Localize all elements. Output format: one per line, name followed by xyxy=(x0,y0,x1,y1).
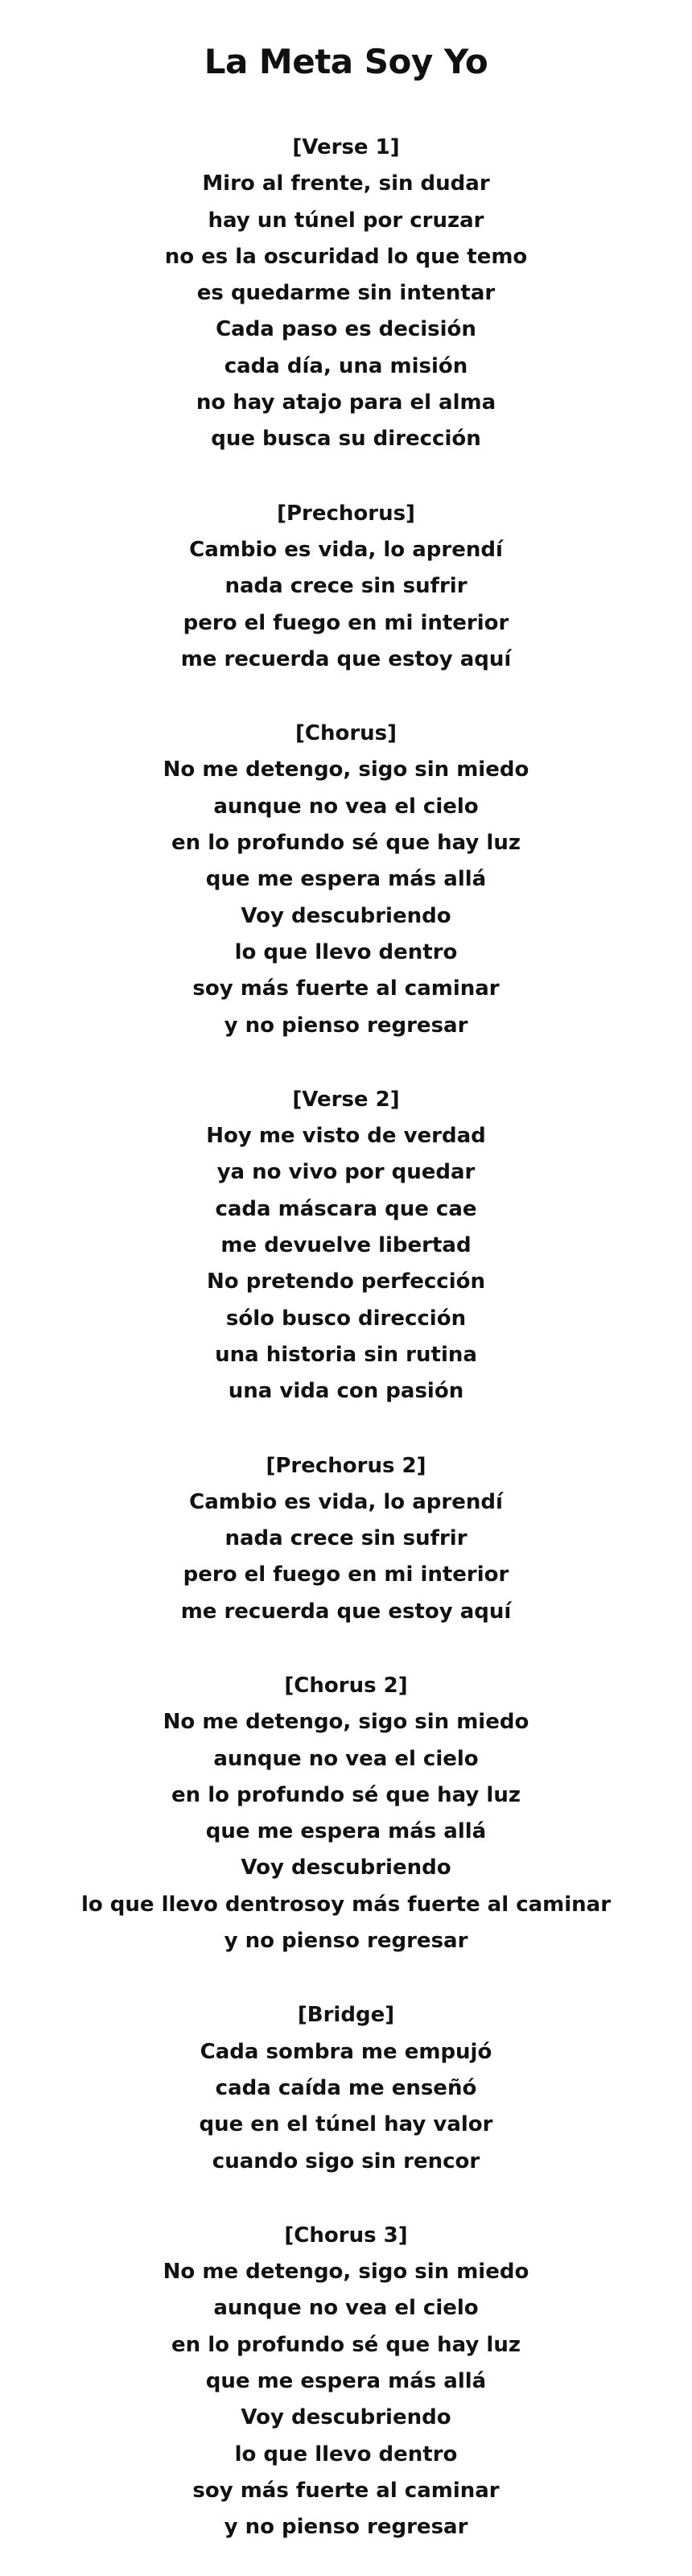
section-label: [Prechorus 2] xyxy=(266,1453,426,1478)
lyric-line: y no pienso regresar xyxy=(224,2515,468,2540)
lyric-line: que en el túnel hay valor xyxy=(199,2112,493,2137)
lyric-line: en lo profundo sé que hay luz xyxy=(171,831,521,856)
lyric-line: nada crece sin sufrir xyxy=(224,1526,468,1551)
lyric-line: me recuerda que estoy aquí xyxy=(180,646,512,671)
lyric-line: en lo profundo sé que hay luz xyxy=(171,1782,521,1807)
lyric-line: pero el fuego en mi interior xyxy=(183,1563,509,1587)
lyric-line: en lo profundo sé que hay luz xyxy=(171,2332,521,2357)
lyrics-section xyxy=(0,1668,692,1959)
lyric-line: hay un túnel por cruzar xyxy=(208,208,484,233)
lyric-line: soy más fuerte al caminar xyxy=(192,976,500,1001)
section-label: [Chorus 3] xyxy=(284,2223,408,2248)
lyric-line: No me detengo, sigo sin miedo xyxy=(163,2260,529,2285)
lyric-line: cada día, una misión xyxy=(224,353,468,378)
lyric-line: cada caída me enseñó xyxy=(215,2075,477,2100)
lyric-line: y no pienso regresar xyxy=(224,1929,468,1954)
lyric-line: Cada sombra me empujó xyxy=(200,2039,492,2064)
lyric-line: Hoy me visto de verdad xyxy=(206,1124,486,1149)
lyrics-section xyxy=(0,2218,692,2546)
lyric-line: Voy descubriendo xyxy=(241,903,451,928)
lyric-line: una vida con pasión xyxy=(228,1379,464,1404)
lyrics-body xyxy=(0,130,692,2546)
lyric-line: que me espera más allá xyxy=(205,1819,487,1844)
section-label: [Verse 2] xyxy=(292,1087,400,1112)
lyric-line: Voy descubriendo xyxy=(241,1856,451,1880)
lyric-line: aunque no vea el cielo xyxy=(213,794,479,819)
lyric-line: aunque no vea el cielo xyxy=(213,1746,479,1771)
lyric-line: lo que llevo dentrosoy más fuerte al caminar xyxy=(80,1892,612,1917)
lyric-line: cuando sigo sin rencor xyxy=(212,2149,480,2174)
lyrics-section xyxy=(0,1997,692,2179)
lyric-line: que busca su dirección xyxy=(211,427,481,452)
section-label: [Verse 1] xyxy=(292,135,400,159)
lyrics-section xyxy=(0,716,692,1044)
lyric-line: Cambio es vida, lo aprendí xyxy=(189,537,503,562)
lyric-line: No me detengo, sigo sin miedo xyxy=(163,758,529,782)
lyric-line: ya no vivo por quedar xyxy=(216,1160,476,1185)
lyric-line: Voy descubriendo xyxy=(241,2405,451,2430)
lyric-line: pero el fuego en mi interior xyxy=(183,610,509,635)
lyric-line: me recuerda que estoy aquí xyxy=(180,1599,512,1624)
section-label: [Bridge] xyxy=(297,2003,395,2028)
lyric-line: no hay atajo para el alma xyxy=(196,390,496,415)
section-label: [Prechorus] xyxy=(277,501,415,526)
lyric-line: No me detengo, sigo sin miedo xyxy=(163,1710,529,1735)
lyric-line: lo que llevo dentro xyxy=(234,2442,458,2467)
lyric-line: nada crece sin sufrir xyxy=(224,574,468,599)
lyric-line: Cada paso es decisión xyxy=(216,317,476,342)
lyric-line: no es la oscuridad lo que temo xyxy=(164,244,528,269)
lyrics-section xyxy=(0,1448,692,1630)
lyric-line: que me espera más allá xyxy=(205,867,487,892)
lyric-line: No pretendo perfección xyxy=(207,1269,485,1294)
lyric-line: cada máscara que cae xyxy=(215,1196,477,1221)
section-label: [Chorus] xyxy=(295,721,397,746)
section-label: [Chorus 2] xyxy=(284,1673,408,1698)
lyric-line: es quedarme sin intentar xyxy=(196,281,496,306)
lyric-line: soy más fuerte al caminar xyxy=(192,2478,500,2503)
lyric-line: y no pienso regresar xyxy=(224,1013,468,1038)
lyric-line: Miro al frente, sin dudar xyxy=(202,171,490,196)
song-title: La Meta Soy Yo xyxy=(204,42,488,81)
lyric-line: Cambio es vida, lo aprendí xyxy=(189,1489,503,1514)
lyric-line: aunque no vea el cielo xyxy=(213,2296,479,2321)
lyrics-section xyxy=(0,130,692,458)
lyric-line: que me espera más allá xyxy=(205,2369,487,2394)
lyrics-section xyxy=(0,1082,692,1410)
lyrics-section xyxy=(0,496,692,678)
lyric-line: lo que llevo dentro xyxy=(234,939,458,964)
lyric-line: sólo busco dirección xyxy=(225,1306,467,1331)
lyric-line: una historia sin rutina xyxy=(215,1342,477,1367)
lyric-line: me devuelve libertad xyxy=(220,1233,472,1258)
